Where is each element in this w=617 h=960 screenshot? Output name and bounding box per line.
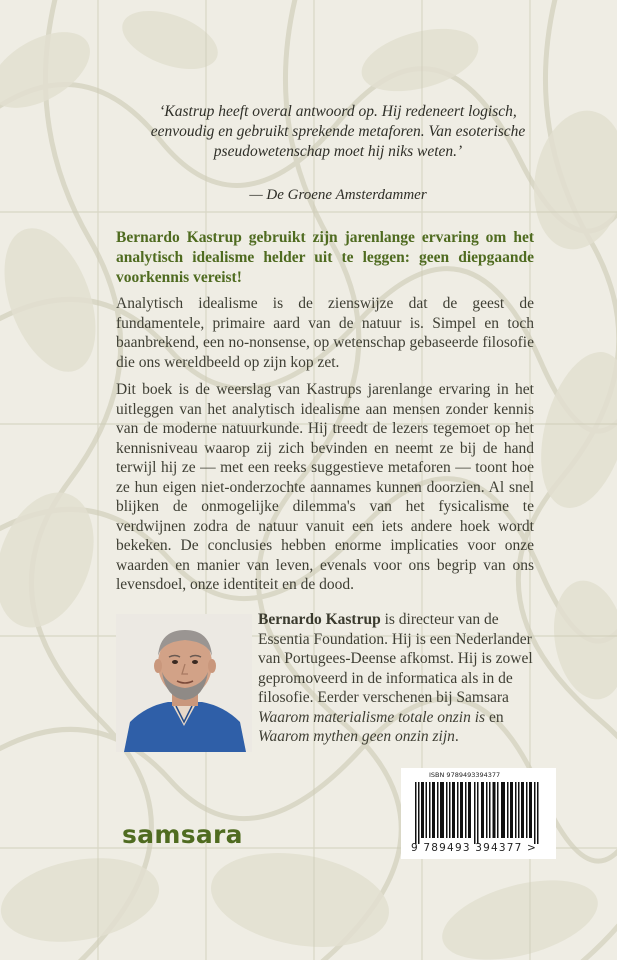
author-bio xyxy=(258,610,534,747)
lead-paragraph: Bernardo Kastrup gebruikt zijn jarenlange ervaring om het analytisch idealisme helder uit te leggen: geen diepgaande voorkennis vereist! xyxy=(116,229,534,286)
isbn-label: ISBN 9789493394377 xyxy=(429,771,501,779)
author-name: Bernardo Kastrup xyxy=(258,611,381,628)
body-paragraph-1: Analytisch idealisme is de zienswijze dat de geest de fundamentele, primaire aard van de natuur is. Simpel en toch baanbrekend, een no-nonsense, op wetenschap gebaseerde filosofie die ons wereldbeeld op zijn kop zet. xyxy=(116,295,534,371)
barcode-bars xyxy=(413,782,547,844)
barcode-digits: 9 789493 394377 > xyxy=(411,842,538,854)
book-title-1: Waarom materialisme totale onzin is xyxy=(258,708,486,726)
body-paragraph-2: Dit boek is de weerslag van Kastrups jarenlange ervaring in het uitleggen van het analytisch idealisme aan mensen zonder kennis van de moderne natuurkunde. Hij treedt de lezers tegemoet op het kennisniveau waarop zij zich bevinden en neemt ze bij de hand terwijl hij ze — met een reeks suggestieve metaforen — toont hoe ze hun eigen niet-onderzochte aannames kunnen doorzien. Al snel blijken de onmogelijke dilemma's van het fysicalisme te verdwijnen zodra de natuur vanuit een iets andere hoek wordt bekeken. De conclusies hebben enorme implicaties voor onze waarden en manier van leven, evenals voor ons begrip van ons levensdoel, onze identiteit en de dood. xyxy=(116,381,534,593)
publisher-logo: samsara xyxy=(122,820,243,849)
book-title-2: Waarom mythen geen onzin zijn xyxy=(258,728,455,745)
review-quote: ‘Kastrup heeft overal antwoord op. Hij redeneert logisch, eenvoudig en gebruikt sprekende metaforen. Van esoterische pseudowetenschap moet hij niks weten.’ xyxy=(150,103,526,160)
isbn-barcode xyxy=(401,768,556,859)
review-quote-source: — De Groene Amsterdammer xyxy=(249,187,427,203)
author-bio-text-3: . xyxy=(454,728,459,745)
author-bio-text-2: en xyxy=(485,708,504,726)
author-bio-text-1: is directeur van de Essentia Foundation. Hij is een Nederlander van Portugees-Deense afkomst. Hij is zowel gepromoveerd in de informatica als in de filosofie. Eerder verschenen bij Samsara xyxy=(258,611,533,706)
author-photo xyxy=(116,614,252,752)
